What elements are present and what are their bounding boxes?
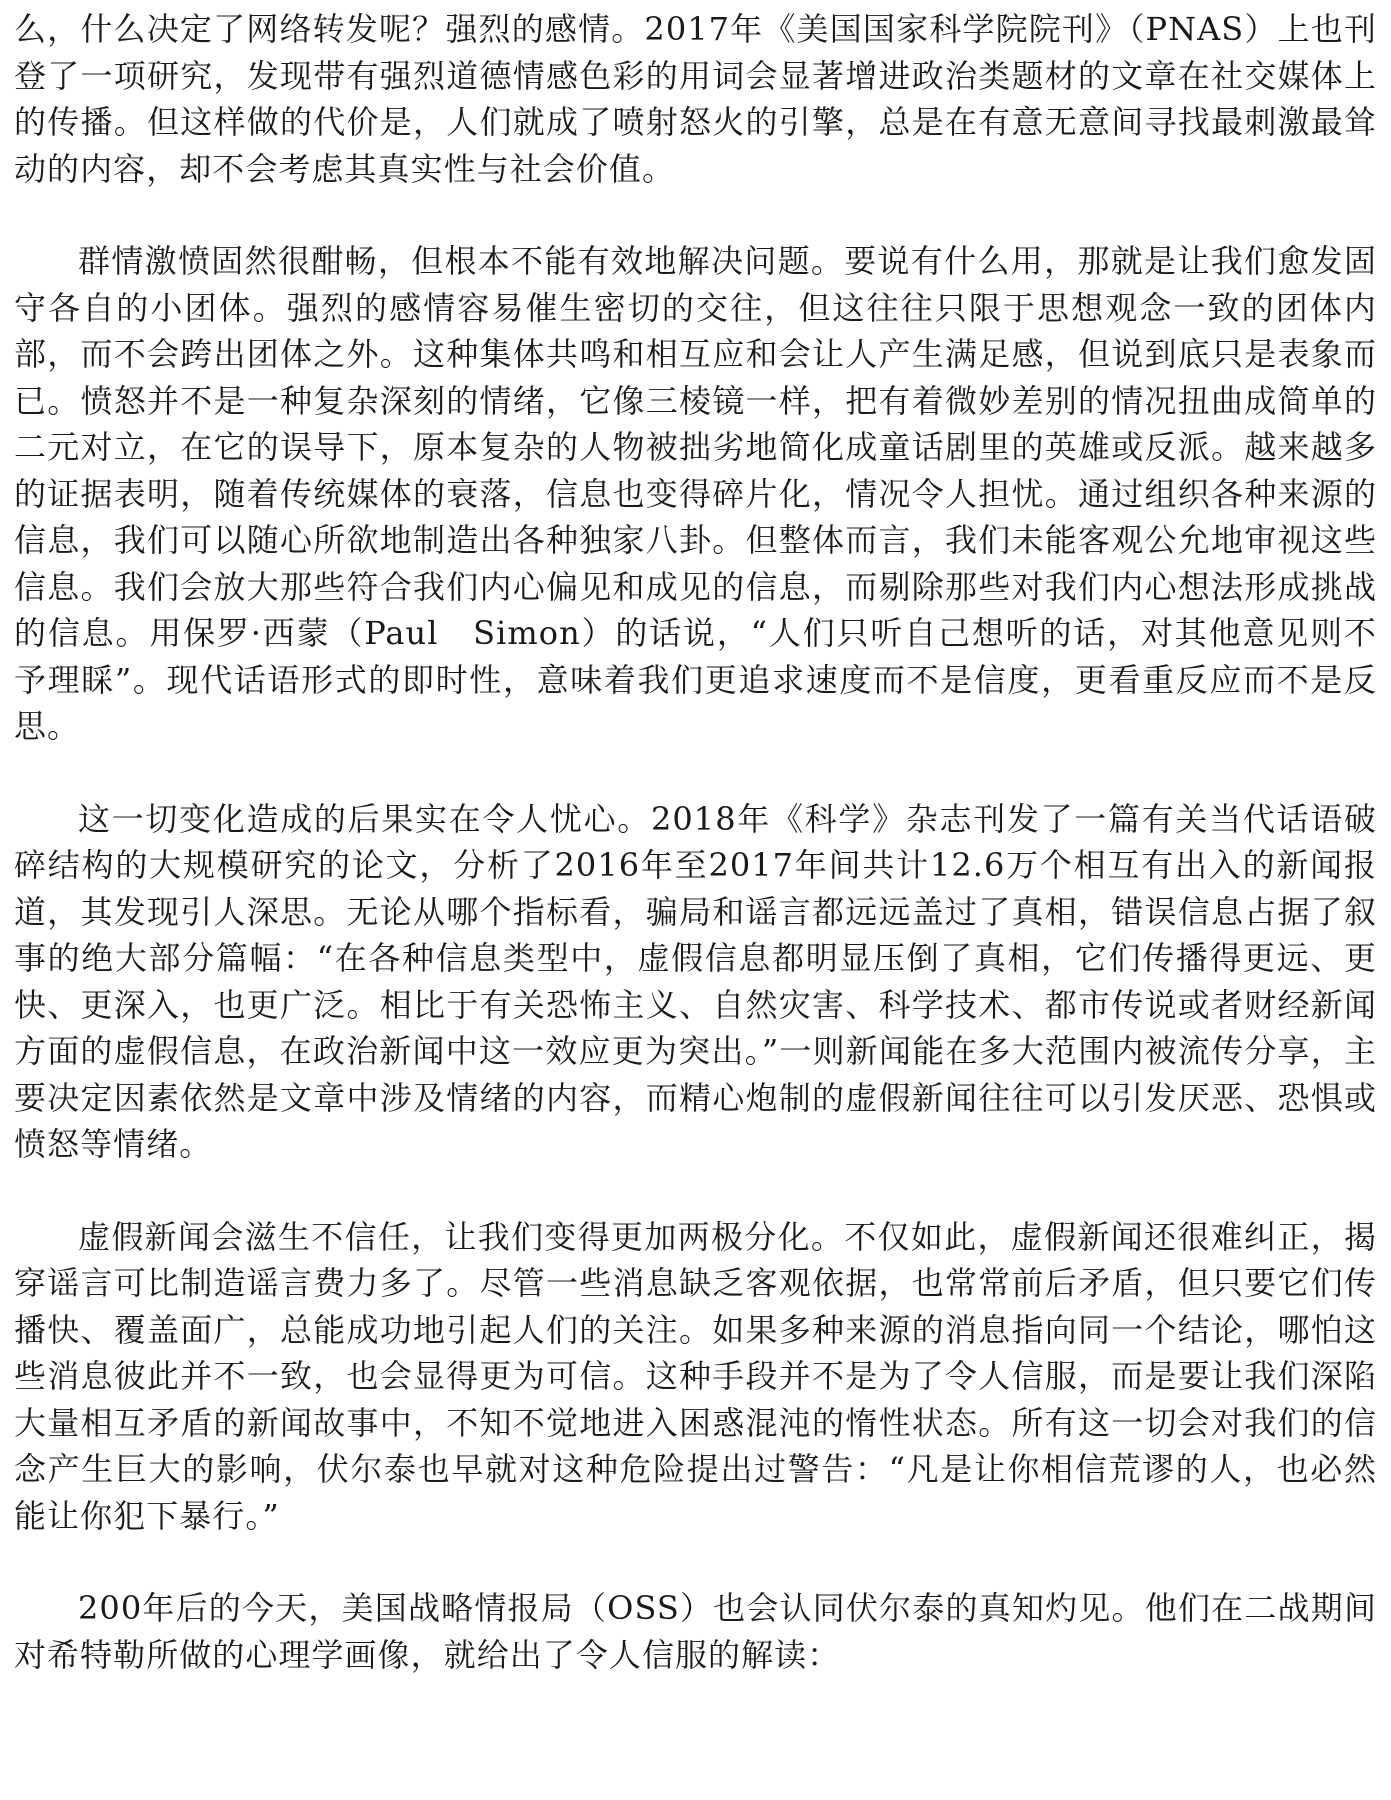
- paragraph-4: 虚假新闻会滋生不信任，让我们变得更加两极分化。不仅如此，虚假新闻还很难纠正，揭穿谣言可比制造谣言费力多了。尽管一些消息缺乏客观依据，也常常前后矛盾，但只要它们传播快、覆盖面广，总能成功地引起人们的关注。如果多种来源的消息指向同一个结论，哪怕这些消息彼此并不一致，也会显得更为可信。这种手段并不是为了令人信服，而是要让我们深陷大量相互矛盾的新闻故事中，不知不觉地进入困惑混沌的惰性状态。所有这一切会对我们的信念产生巨大的影响，伏尔泰也早就对这种危险提出过警告：“凡是让你相信荒谬的人，也必然能让你犯下暴行。”: [14, 1217, 1377, 1535]
- paragraph-2: 群情激愤固然很酣畅，但根本不能有效地解决问题。要说有什么用，那就是让我们愈发固守各自的小团体。强烈的感情容易催生密切的交往，但这往往只限于思想观念一致的团体内部，而不会跨出团体之外。这种集体共鸣和相互应和会让人产生满足感，但说到底只是表象而已。愤怒并不是一种复杂深刻的情绪，它像三棱镜一样，把有着微妙差别的情况扭曲成简单的二元对立，在它的误导下，原本复杂的人物被拙劣地简化成童话剧里的英雄或反派。越来越多的证据表明，随着传统媒体的衰落，信息也变得碎片化，情况令人担忧。通过组织各种来源的信息，我们可以随心所欲地制造出各种独家八卦。但整体而言，我们未能客观公允地审视这些信息。我们会放大那些符合我们内心偏见和成见的信息，而剔除那些对我们内心想法形成挑战的信息。用保罗·西蒙（Paul Simon）的话说，“人们只听自己想听的话，对其他意见则不予理睬”。现代话语形式的即时性，意味着我们更追求速度而不是信度，更看重反应而不是反思。: [14, 242, 1377, 745]
- paragraph-3: 这一切变化造成的后果实在令人忧心。2018年《科学》杂志刊发了一篇有关当代话语破碎结构的大规模研究的论文，分析了2016年至2017年间共计12.6万个相互有出入的新闻报道，其发现引人深思。无论从哪个指标看，骗局和谣言都远远盖过了真相，错误信息占据了叙事的绝大部分篇幅：“在各种信息类型中，虚假信息都明显压倒了真相，它们传播得更远、更快、更深入，也更广泛。相比于有关恐怖主义、自然灾害、科学技术、都市传说或者财经新闻方面的虚假信息，在政治新闻中这一效应更为突出。”一则新闻能在多大范围内被流传分享，主要决定因素依然是文章中涉及情绪的内容，而精心炮制的虚假新闻往往可以引发厌恶、恐惧或愤怒等情绪。: [14, 799, 1377, 1163]
- paragraph-5: 200年后的今天，美国战略情报局（OSS）也会认同伏尔泰的真知灼见。他们在二战期间对希特勒所做的心理学画像，就给出了令人信服的解读：: [14, 1589, 1377, 1674]
- paragraph-1: 么，什么决定了网络转发呢？强烈的感情。2017年《美国国家科学院院刊》（PNAS）上也刊登了一项研究，发现带有强烈道德情感色彩的用词会显著增进政治类题材的文章在社交媒体上的传播。但这样做的代价是，人们就成了喷射怒火的引擎，总是在有意无意间寻找最刺激最耸动的内容，却不会考虑其真实性与社会价值。: [14, 10, 1377, 188]
